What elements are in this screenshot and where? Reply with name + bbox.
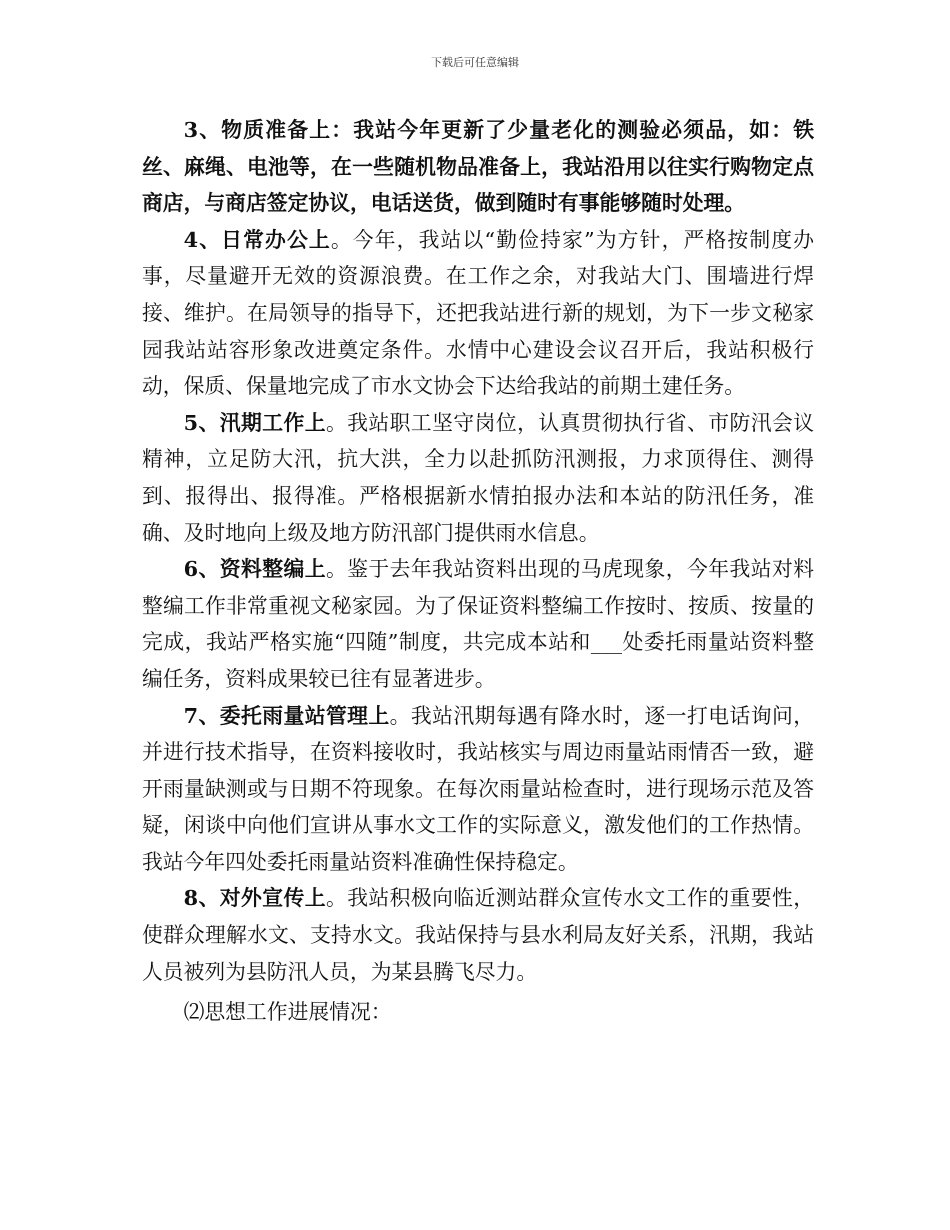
paragraph-lead: 7、委托雨量站管理上 <box>183 702 390 728</box>
paragraph-lead: 6、资料整编上 <box>183 556 326 582</box>
paragraph-text: 。我站职工坚守岗位，认真贯彻执行省、市防汛会议精神，立足防大汛，抗大洪，全力以赴抓防汛测报，力求顶得住、测得到、报得出、报得准。严格根据新水情拍报办法和本站的防汛任务，准确、及时地向上级及地方防汛部门提供雨水信息。 <box>142 410 814 545</box>
paragraph-flood-season <box>142 405 814 551</box>
paragraph-lead: 3、物质准备上：我站今年更新了少量老化的测验必须品，如：铁丝、麻绳、电池等，在一些随机物品准备上，我站沿用以往实行购物定点商店，与商店签定协议，电话送货，做到随时有事能够随时处理。 <box>142 117 814 216</box>
paragraph-lead: 5、汛期工作上 <box>183 409 326 435</box>
paragraph-text: 。我站积极向临近测站群众宣传水文工作的重要性，使群众理解水文、支持水文。我站保持与县水利局友好关系，汛期，我站人员被列为县防汛人员，为某县腾飞尽力。 <box>142 886 814 984</box>
paragraph-text: 。我站汛期每遇有降水时，逐一打电话询问，并进行技术指导，在资料接收时，我站核实与周边雨量站雨情否一致，避开雨量缺测或与日期不符现象。在每次雨量站检查时，进行现场示范及答疑，闲谈中向他们宣讲从事水文工作的实际意义，激发他们的工作热情。我站今年四处委托雨量站资料准确性保持稳定。 <box>142 703 814 874</box>
paragraph-text: 。今年，我站以“勤俭持家”为方针，严格按制度办事，尽量避开无效的资源浪费。在工作之余，对我站大门、围墙进行焊接、维护。在局领导的指导下，还把我站进行新的规划，为下一步文秘家园我站站容形象改进奠定条件。水情中心建设会议召开后，我站积极行动，保质、保量地完成了市水文协会下达给我站的前期土建任务。 <box>142 227 814 399</box>
paragraph-external-publicity <box>142 880 814 990</box>
paragraph-lead: 4、日常办公上 <box>183 226 331 252</box>
paragraph-data-compilation <box>142 551 814 697</box>
paragraph-lead: 8、对外宣传上 <box>183 885 326 911</box>
paragraph-material-preparation <box>142 112 814 222</box>
subheading-ideological-work: ⑵思想工作进展情况： <box>183 1000 392 1025</box>
paragraph-text: 。鉴于去年我站资料出现的马虎现象，今年我站对料整编工作非常重视文秘家园。为了保证资料整编工作按时、按质、按量的完成，我站严格实施“四随”制度，共完成本站和___处委托雨量站资料整编任务，资料成果较已往有显著进步。 <box>142 557 814 691</box>
paragraph-rain-station-management <box>142 698 814 881</box>
document-body <box>142 112 814 1031</box>
page-header: 下载后可任意编辑 <box>431 56 519 69</box>
paragraph-daily-office <box>142 222 814 405</box>
